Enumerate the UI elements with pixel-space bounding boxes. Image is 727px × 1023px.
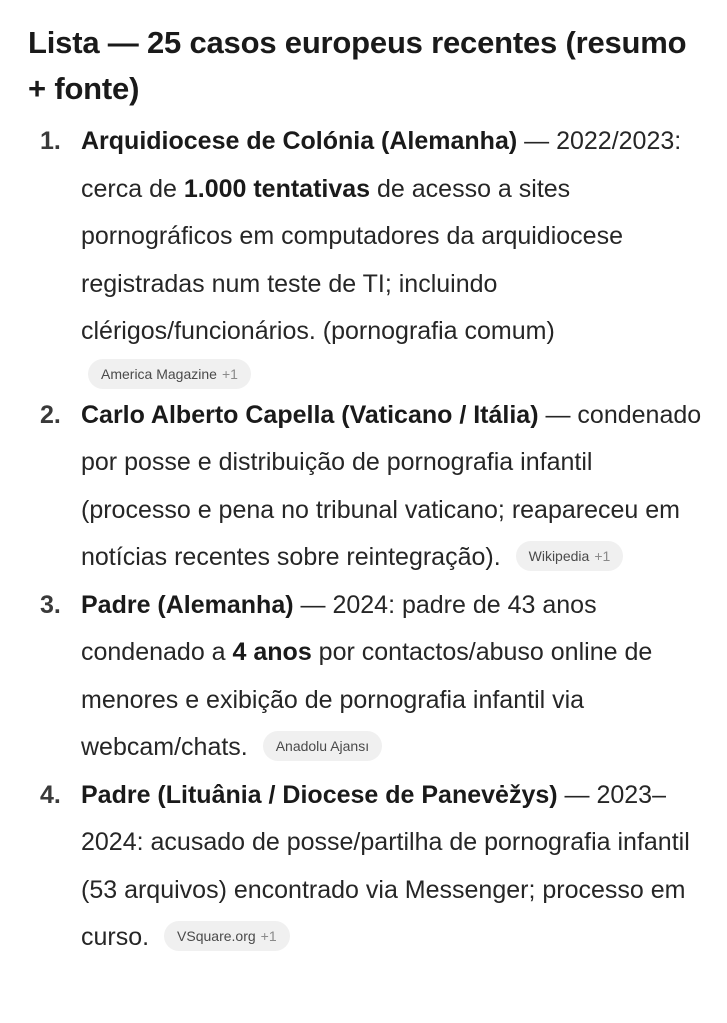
source-count: +1 xyxy=(221,365,238,382)
case-title: Arquidiocese de Colónia (Alemanha) xyxy=(81,127,518,155)
list-item-number: 2. xyxy=(40,400,61,429)
case-highlight: 4 anos xyxy=(232,638,312,666)
source-chip[interactable] xyxy=(164,921,290,951)
case-title: Carlo Alberto Capella (Vaticano / Itália) xyxy=(81,400,539,429)
list-item-case-2 xyxy=(28,392,707,582)
case-text: de acesso a sites pornográficos em computadores da arquidiocese registradas num teste de TI; incluindo clérigos/funcionários. (pornografia comum) xyxy=(81,174,623,345)
source-chip[interactable] xyxy=(88,359,251,389)
source-name: Anadolu Ajansı xyxy=(275,738,370,755)
source-name: Wikipedia xyxy=(528,548,590,565)
list-item-case-3 xyxy=(28,582,707,772)
source-chip[interactable] xyxy=(263,731,382,761)
case-title: Padre (Lituânia / Diocese de Panevėžys) xyxy=(81,780,558,809)
case-text: — 2022/2023: cerca de xyxy=(81,127,682,203)
source-chip[interactable] xyxy=(516,541,624,571)
case-list xyxy=(28,118,707,962)
list-item-number: 4. xyxy=(40,780,61,809)
case-text: — 2024: padre de 43 anos condenado a xyxy=(81,590,597,666)
list-item-case-1 xyxy=(28,118,707,392)
case-text: — condenado por posse e distribuição de pornografia infantil (processo e pena no tribunal vaticano; reapareceu em notícias recentes sobre reintegração). xyxy=(81,400,702,571)
source-count: +1 xyxy=(260,928,277,945)
source-name: VSquare.org xyxy=(177,928,256,945)
list-item-number: 1. xyxy=(40,127,61,155)
list-item-case-4 xyxy=(28,772,707,962)
case-title: Padre (Alemanha) xyxy=(81,590,294,619)
source-count: +1 xyxy=(594,548,611,565)
list-heading: Lista — 25 casos europeus recentes (resumo + fonte) xyxy=(28,25,687,106)
source-name: America Magazine xyxy=(101,365,217,382)
case-text: por contactos/abuso online de menores e exibição de pornografia infantil via webcam/chats. xyxy=(81,638,653,761)
case-text: — 2023–2024: acusado de posse/partilha de pornografia infantil (53 arquivos) encontrado via Messenger; processo em curso. xyxy=(81,780,690,951)
list-item-number: 3. xyxy=(40,590,61,619)
case-highlight: 1.000 tentativas xyxy=(183,174,371,203)
